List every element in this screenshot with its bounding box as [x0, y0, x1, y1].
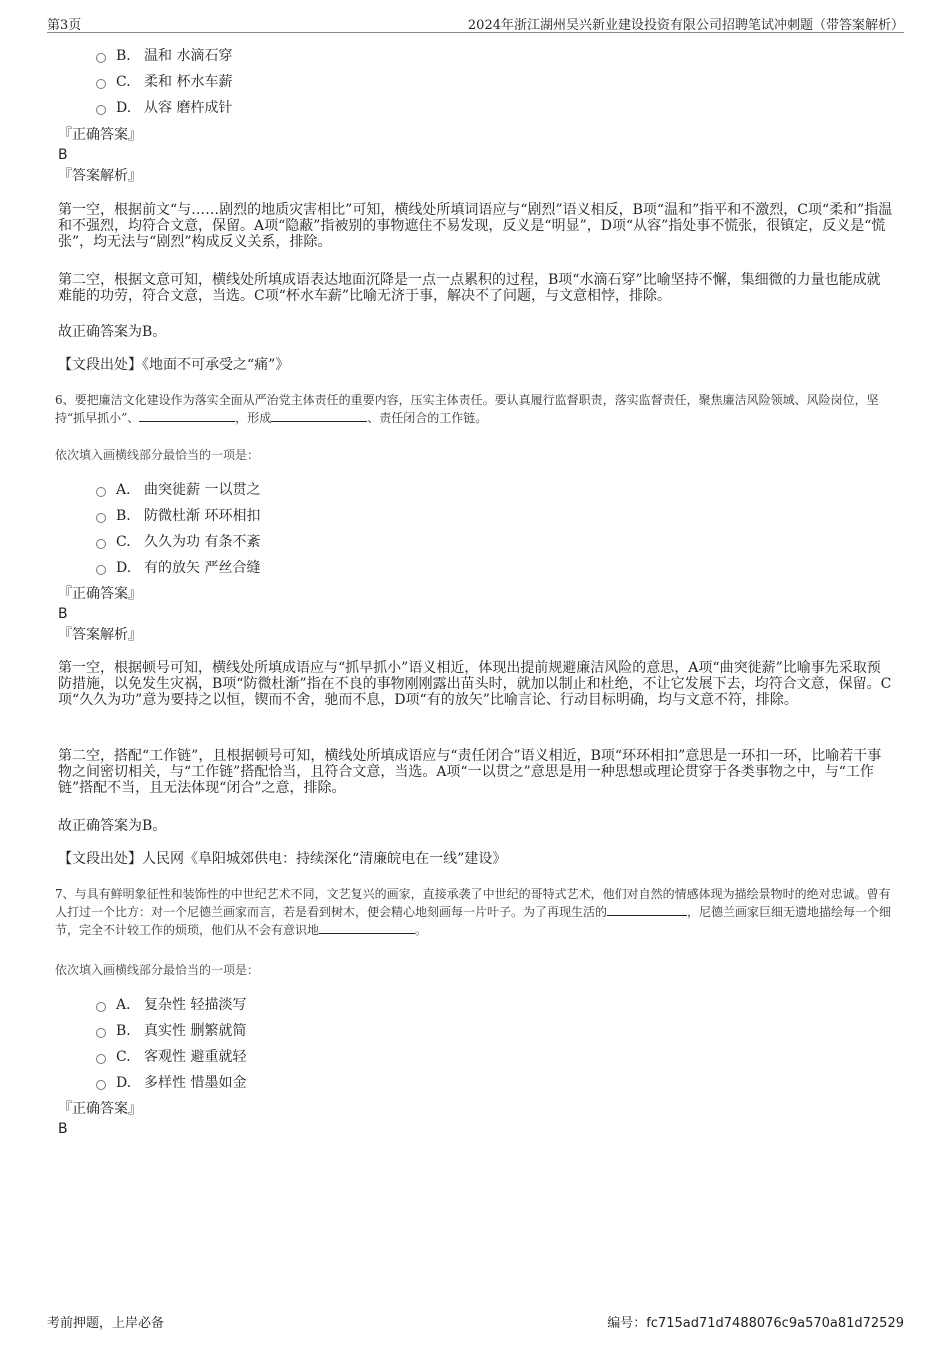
q5-analysis-1: 第一空，根据前文“与……剧烈的地质灾害相比”可知，横线处所填词语应与“剧烈”语义相反，B项“温和”指平和不激烈，C项“柔和”指温和不强烈，均符合文意，保留。A项“隐蔽”指被别的事物遮住不易发现，反义是“明显”，D项“从容”指处事不慌张，很镇定，反义是“慌张”，均无法与“剧烈”构成反义关系，排除。	[58, 202, 893, 250]
q6-analysis-2: 第二空，搭配“工作链”，且根据顿号可知，横线处所填成语应与“责任闭合”语义相近，B项“环环相扣”意思是一环扣一环，比喻若干事物之间密切相关，与“工作链”搭配恰当，且符合文意，当选。A项“一以贯之”意思是用一种思想或理论贯穿于各类事物之中，与“工作链”搭配不当，且无法体现“闭合”之意，排除。	[58, 748, 882, 796]
q7-option-a[interactable]: A． 复杂性 轻描淡写	[96, 995, 246, 1015]
radio-icon[interactable]	[96, 53, 106, 63]
radio-icon[interactable]	[96, 565, 106, 575]
q7-option-b[interactable]: B. 真实性 删繁就简	[96, 1021, 246, 1041]
q6-option-d[interactable]: D. 有的放矢 严丝合缝	[96, 558, 260, 578]
blank-1[interactable]	[607, 903, 687, 916]
q5-analysis-label: 『答案解析』	[58, 168, 142, 184]
q6-answer-label: 『正确答案』	[58, 586, 142, 602]
q7-answer-label: 『正确答案』	[58, 1101, 142, 1117]
radio-icon[interactable]	[96, 487, 106, 497]
document-title: 2024年浙江湖州吴兴新业建设投资有限公司招聘笔试冲刺题（带答案解析）	[467, 18, 904, 33]
q5-answer: B	[58, 147, 68, 163]
radio-icon[interactable]	[96, 539, 106, 549]
q7-option-d[interactable]: D. 多样性 惜墨如金	[96, 1073, 246, 1093]
q7-stem: 7、与具有鲜明象征性和装饰性的中世纪艺术不同，文艺复兴的画家，直接承袭了中世纪的哥特式艺术，他们对自然的情感体现为描绘景物时的绝对忠诚。曾有人打过一个比方：对一个尼德兰画家而言，若是看到树木，便会精心地刻画每一片叶子。为了再现生活的 ，尼德兰画家巨细无遗地描绘每一个细节，完全不计较工作的烦琐，他们从不会有意识地 。	[55, 887, 892, 937]
q6-conclusion: 故正确答案为B。	[58, 818, 167, 834]
q5-analysis-2: 第二空，根据文意可知，横线处所填成语表达地面沉降是一点一点累积的过程，B项“水滴石穿”比喻坚持不懈，集细微的力量也能成就难能的功劳，符合文意，当选。C项“杯水车薪”比喻无济于事，解决不了问题，与文意相悖，排除。	[58, 272, 881, 304]
q6-analysis-label: 『答案解析』	[58, 627, 142, 643]
radio-icon[interactable]	[96, 513, 106, 523]
q6-option-b[interactable]: B. 防微杜渐 环环相扣	[96, 506, 260, 526]
q6-source: 【文段出处】人民网《阜阳城郊供电：持续深化“清廉皖电在一线”建设》	[58, 851, 507, 867]
q7-option-c[interactable]: C. 客观性 避重就轻	[96, 1047, 246, 1067]
footer-slogan: 考前押题，上岸必备	[47, 1316, 165, 1331]
q6-option-c[interactable]: C. 久久为功 有条不紊	[96, 532, 260, 552]
q5-option-d[interactable]: D. 从容 磨杵成针	[96, 98, 232, 118]
document-code: 编号：fc715ad71d7488076c9a570a81d72529	[607, 1316, 904, 1331]
radio-icon[interactable]	[96, 1054, 106, 1064]
page-number: 第3页	[47, 18, 82, 33]
q7-answer: B	[58, 1121, 68, 1137]
q6-option-a[interactable]: A． 曲突徙薪 一以贯之	[96, 480, 260, 500]
q6-answer: B	[58, 606, 68, 622]
q6-stem: 6、要把廉洁文化建设作为落实全面从严治党主体责任的重要内容，压实主体责任。要认真履行监督职责，落实监督责任，聚焦廉洁风险领域、风险岗位，坚持“抓早抓小”、 ，形成 、责任闭合的工作链。	[55, 393, 879, 425]
page-header	[47, 12, 904, 33]
q5-option-b[interactable]: B. 温和 水滴石穿	[96, 46, 232, 66]
blank-1[interactable]	[139, 409, 235, 422]
q5-option-c[interactable]: C. 柔和 杯水车薪	[96, 72, 232, 92]
q5-conclusion: 故正确答案为B。	[58, 324, 167, 340]
q5-source: 【文段出处】《地面不可承受之“痛”》	[58, 357, 290, 373]
radio-icon[interactable]	[96, 1028, 106, 1038]
q6-instruction: 依次填入画横线部分最恰当的一项是：	[55, 448, 260, 462]
radio-icon[interactable]	[96, 105, 106, 115]
q7-instruction: 依次填入画横线部分最恰当的一项是：	[55, 963, 260, 977]
q6-analysis-1: 第一空，根据顿号可知，横线处所填成语应与“抓早抓小”语义相近，体现出提前规避廉洁风险的意思，A项“曲突徙薪”比喻事先采取预防措施，以免发生灾祸，B项“防微杜渐”指在不良的事物刚刚露出苗头时，就加以制止和杜绝，不让它发展下去，均符合文意，保留。C项“久久为功”意为要持之以恒，锲而不舍，驰而不息，D项“有的放矢”比喻言论、行动目标明确，均与文意不符，排除。	[58, 660, 892, 708]
radio-icon[interactable]	[96, 1002, 106, 1012]
radio-icon[interactable]	[96, 79, 106, 89]
radio-icon[interactable]	[96, 1080, 106, 1090]
blank-2[interactable]	[271, 409, 367, 422]
blank-2[interactable]	[319, 921, 415, 934]
q5-answer-label: 『正确答案』	[58, 127, 142, 143]
